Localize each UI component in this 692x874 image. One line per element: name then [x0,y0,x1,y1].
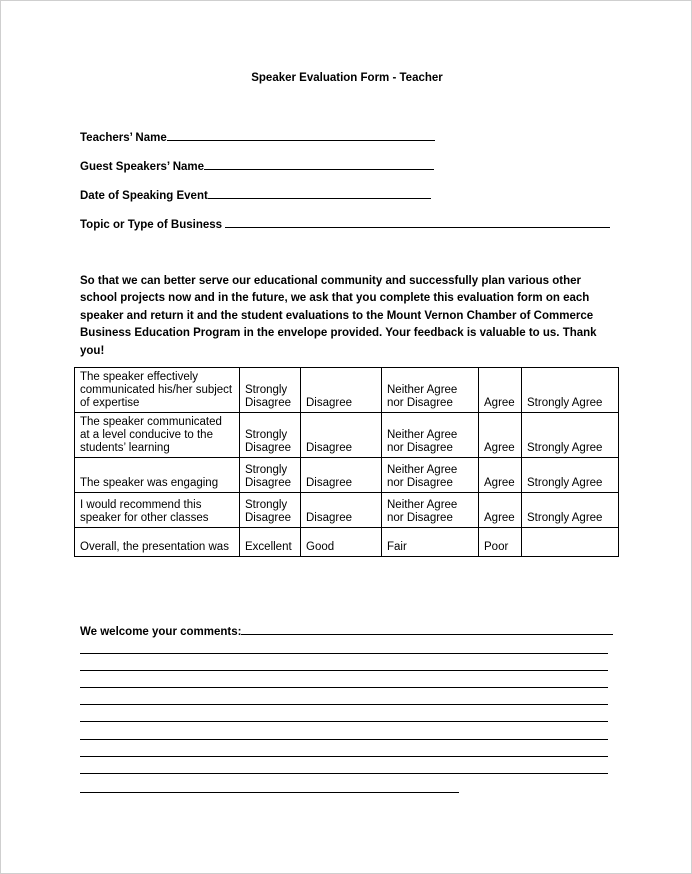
comments-label: We welcome your comments: [80,626,242,638]
comment-line[interactable] [80,721,608,722]
rating-option-agree[interactable] [479,413,522,458]
rating-option-label: Agree [484,442,515,454]
rating-option-strongly-agree[interactable] [522,528,619,557]
rating-option-neither[interactable] [382,493,479,528]
rating-option-neither[interactable] [382,413,479,458]
rating-option-label: Disagree [306,442,353,454]
rating-option-label: Strongly [245,429,288,441]
rating-option-label: Disagree [306,397,353,409]
rating-option-label: Strongly Agree [527,442,603,454]
rating-option-strongly-agree[interactable] [522,493,619,528]
comment-line-last[interactable] [80,792,459,793]
comment-line[interactable] [80,739,608,740]
evaluation-table [74,367,619,557]
evaluation-item [75,413,240,458]
comment-line[interactable] [80,653,608,654]
evaluation-item-text: communicated his/her subject [80,384,233,396]
evaluation-item-text: The speaker communicated [80,416,222,428]
topic-label: Topic or Type of Business [80,219,223,231]
rating-option-neither[interactable] [382,368,479,413]
rating-option-strongly-agree[interactable] [522,413,619,458]
evaluation-item-text: at a level conducive to the [80,429,213,441]
rating-option-label: Agree [484,477,515,489]
rating-option-label: Strongly [245,464,288,476]
rating-option-label: Neither Agree [387,384,458,396]
teacher-name-field[interactable] [80,129,435,144]
evaluation-item-text: speaker for other classes [80,512,209,524]
rating-option-label: nor Disagree [387,442,453,454]
evaluation-item [75,458,240,493]
rating-option-disagree[interactable] [301,368,382,413]
comment-line[interactable] [80,756,608,757]
evaluation-item-text: of expertise [80,397,140,409]
rating-option-agree[interactable] [479,493,522,528]
guest-speaker-name-line[interactable] [204,158,434,170]
rating-option-label: nor Disagree [387,512,453,524]
rating-option-label: Neither Agree [387,464,458,476]
evaluation-item-text: The speaker was engaging [80,477,219,489]
intro-paragraph: So that we can better serve our educational community and successfully plan various other school projects now and in the future, we ask that you complete this evaluation form on each speaker and return it and the student evaluations to the Mount Vernon Chamber of Commerce Business Education Program in the envelope provided. Your feedback is valuable to us. Thank you! [80,275,597,357]
rating-option-label: Excellent [245,541,292,553]
table-row [75,493,619,528]
comment-line[interactable] [80,773,608,774]
date-of-event-field[interactable] [80,187,431,202]
rating-option-strongly-disagree[interactable] [240,413,301,458]
guest-speaker-name-field[interactable] [80,158,434,173]
teacher-name-label: Teachers’ Name [80,132,167,144]
table-row [75,368,619,413]
table-row [75,528,619,557]
date-of-event-label: Date of Speaking Event [80,190,208,202]
rating-option-label: Disagree [306,477,353,489]
evaluation-item-text: The speaker effectively [80,371,199,383]
rating-option-strongly-disagree[interactable] [240,458,301,493]
teacher-name-line[interactable] [167,129,435,141]
rating-option-label: Disagree [245,477,292,489]
rating-option-label: Strongly Agree [527,477,603,489]
table-row [75,458,619,493]
evaluation-item-text: students’ learning [80,442,170,454]
rating-option-label: Good [306,541,335,553]
rating-option-label: Strongly Agree [527,512,603,524]
comments-field[interactable] [80,623,613,638]
rating-option-disagree[interactable] [301,528,382,557]
rating-option-label: Strongly [245,384,288,396]
rating-option-label: Agree [484,512,515,524]
rating-option-label: Disagree [306,512,353,524]
rating-option-label: Strongly [245,499,288,511]
rating-option-label: Disagree [245,442,292,454]
evaluation-item [75,528,240,557]
form-title: Speaker Evaluation Form - Teacher [251,72,443,84]
rating-option-strongly-disagree[interactable] [240,528,301,557]
topic-line[interactable] [225,216,610,228]
rating-option-label: Strongly Agree [527,397,603,409]
table-row [75,413,619,458]
rating-option-label: Poor [484,541,509,553]
rating-option-neither[interactable] [382,528,479,557]
rating-option-label: Disagree [245,512,292,524]
rating-option-agree[interactable] [479,458,522,493]
rating-option-label: Neither Agree [387,499,458,511]
rating-option-agree[interactable] [479,368,522,413]
rating-option-strongly-disagree[interactable] [240,368,301,413]
rating-option-disagree[interactable] [301,493,382,528]
rating-option-strongly-agree[interactable] [522,458,619,493]
topic-field[interactable] [80,216,610,231]
rating-option-disagree[interactable] [301,413,382,458]
evaluation-item-text: I would recommend this [80,499,202,511]
rating-option-agree[interactable] [479,528,522,557]
rating-option-label: Fair [387,541,407,553]
comment-line[interactable] [80,687,608,688]
date-of-event-line[interactable] [208,187,431,199]
rating-option-label: Disagree [245,397,292,409]
evaluation-item [75,493,240,528]
rating-option-label: Neither Agree [387,429,458,441]
rating-option-neither[interactable] [382,458,479,493]
evaluation-item [75,368,240,413]
comment-line[interactable] [80,704,608,705]
rating-option-strongly-disagree[interactable] [240,493,301,528]
guest-speaker-name-label: Guest Speakers’ Name [80,161,205,173]
evaluation-item-text: Overall, the presentation was [80,541,229,553]
comment-line[interactable] [80,670,608,671]
rating-option-label: nor Disagree [387,397,453,409]
rating-option-disagree[interactable] [301,458,382,493]
rating-option-strongly-agree[interactable] [522,368,619,413]
comments-line[interactable] [241,623,613,635]
rating-option-label: Agree [484,397,515,409]
rating-option-label: nor Disagree [387,477,453,489]
